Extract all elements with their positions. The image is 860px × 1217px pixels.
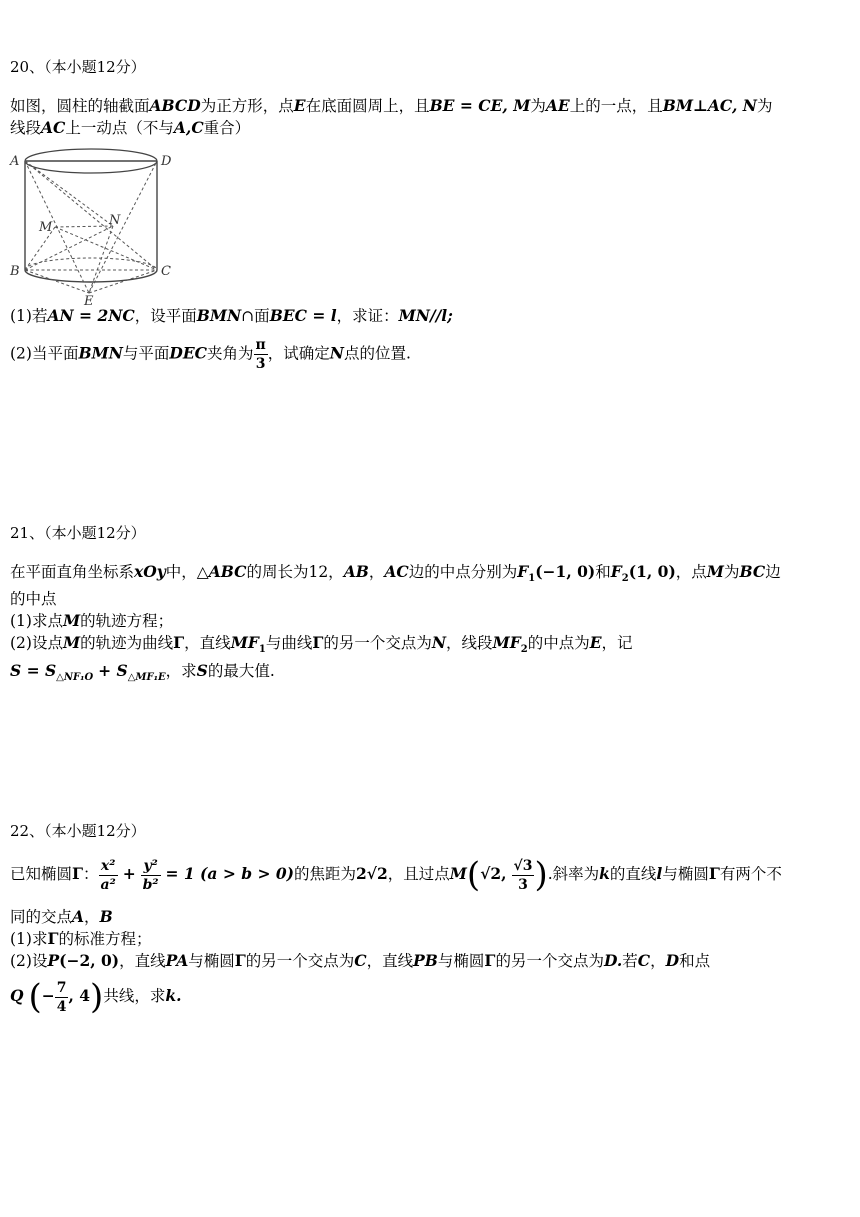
q22-text: ，: [650, 952, 666, 970]
q21-math: BC: [739, 562, 766, 581]
q22-text: 与椭圆: [662, 865, 709, 883]
label-a: A: [10, 154, 20, 169]
q21-math: M: [706, 562, 724, 581]
q21-math: MF: [230, 633, 259, 653]
q21-text: 的另一个交点为: [323, 634, 432, 653]
q22-text: 同的交点: [10, 908, 73, 926]
q22-last: Q (− $\frac{7}{4}$ , 4)共线，求k.: [10, 977, 182, 1017]
frac-den: b²: [142, 876, 159, 893]
q21-math-sub: △NF₁O: [56, 672, 94, 684]
bottom-front-arc: [25, 270, 157, 282]
q20-math: BM⊥AC, N: [662, 96, 757, 115]
fraction-x2-a2: [99, 859, 118, 892]
q22-text: 共线，求: [103, 987, 166, 1005]
q20-text: 线段: [10, 119, 42, 137]
q20-math: A,C: [173, 118, 204, 137]
q22-math: PB: [413, 951, 438, 970]
q20-text: 上一动点（不与: [65, 119, 174, 137]
q20-text: 如图，圆柱的轴截面: [10, 97, 150, 115]
q21-math: N: [431, 633, 447, 653]
q21-text: 的轨迹为曲线: [80, 634, 174, 653]
q22-math: +: [122, 864, 136, 883]
q21-math: S = S: [10, 661, 57, 681]
q20-math: ABCD: [149, 96, 201, 115]
q21-text: 和: [595, 563, 611, 581]
q20-part1: [10, 305, 850, 327]
frac-num: √3: [513, 857, 533, 874]
q20-math: E: [293, 96, 306, 115]
q22-math: 2√2: [355, 864, 388, 883]
q22-heading: 22、（本小题12分）: [10, 822, 146, 840]
q21-math: M: [62, 633, 81, 653]
frac-num: π: [255, 337, 266, 353]
frac-den: a²: [100, 876, 116, 893]
q22-text: ，直线: [119, 952, 166, 970]
q20-text: 上的一点，且: [569, 97, 663, 115]
cylinder-diagram: [6, 148, 182, 306]
q21-text: (1)求点: [10, 612, 63, 631]
q22-text: 与椭圆: [437, 952, 485, 970]
q21-text: 在平面直角坐标系: [10, 563, 135, 581]
q21-math: Γ: [312, 633, 324, 653]
frac-den: 4: [56, 998, 67, 1015]
q22-text: .斜率为: [547, 865, 600, 883]
q21-math: Γ: [173, 633, 185, 653]
q20-math: BEC = l: [269, 306, 337, 325]
q20-text: 为正方形，点: [200, 97, 294, 115]
q20-math: BMN: [78, 343, 123, 363]
q20-text: 为: [530, 97, 546, 115]
q21-math: E: [589, 633, 602, 653]
q22-text: 若: [622, 952, 638, 970]
frac-num: 7: [56, 979, 67, 996]
q21-text: 边的中点分别为: [408, 563, 518, 581]
q20-text: (2)当平面: [10, 344, 79, 363]
q20-text: 点的位置.: [343, 344, 411, 363]
q22-text: 和点: [679, 952, 711, 970]
q21-text: ，: [368, 563, 385, 581]
q21-text: 的周长为12，: [246, 563, 344, 581]
q22-math: Γ: [47, 929, 59, 948]
q20-text: ，试确定: [267, 344, 330, 363]
q20-text: ，设平面: [134, 307, 197, 325]
q21-math: (−1, 0): [535, 562, 596, 581]
q20-text: (1)若: [10, 307, 48, 325]
q22-text: ，直线: [366, 952, 414, 970]
q21-text: 的轨迹方程；: [80, 612, 174, 631]
q21-text: ，点: [675, 563, 707, 581]
q21-heading: 21、（本小题12分）: [10, 524, 146, 542]
diag-ac: [25, 161, 157, 270]
q22-text: 的直线: [609, 865, 657, 883]
q21-text: 的中点为: [527, 634, 590, 653]
q21-math: M: [62, 611, 81, 631]
q22-math: M: [449, 864, 467, 883]
q21-text: (2)设点: [10, 634, 63, 653]
q22-math: C: [354, 951, 367, 970]
q22-math: B: [99, 907, 113, 926]
q22-text: (1)求: [10, 930, 48, 948]
label-n: N: [109, 213, 121, 228]
q22-math: , 4: [68, 986, 91, 1005]
q20-text: 在底面圆周上，且: [305, 97, 430, 115]
label-m: M: [39, 220, 53, 235]
fraction-sqrt3-over-3: [512, 859, 535, 892]
q21-text: 中，△: [165, 563, 209, 581]
q21-text: 为: [723, 563, 740, 581]
q22-math: PA: [165, 951, 189, 970]
q22-math: D.: [603, 951, 623, 970]
q22-math: √2,: [480, 864, 507, 883]
q21-math: ABC: [208, 562, 247, 581]
q22-text: 的另一个交点为: [245, 952, 355, 970]
q22-math: l: [656, 864, 663, 883]
q22-text: 的焦距为: [293, 865, 356, 883]
q20-text: 与平面: [122, 344, 170, 363]
q21-text: ，线段: [446, 634, 493, 653]
q22-text: 的另一个交点为: [495, 952, 604, 970]
q22-math: D: [665, 951, 680, 970]
q21-text: ，求: [165, 662, 197, 681]
q20-math: BMN: [196, 306, 242, 325]
frac-num: y²: [141, 859, 161, 876]
edge-an: [25, 161, 113, 226]
q22-math: k.: [165, 986, 182, 1005]
q21-math: + S: [98, 661, 128, 681]
q21-stem: 在平面直角坐标系xOy中，△ABC的周长为12，AB，AC边的中点分别为$F_1(-1$, 0)和$F_2(1$, 0)，点M为BC边 的中点 (1)求点M的轨迹方程； (2)设点M的轨迹为曲线Γ，直线$MF_1$与曲线Γ的另一个交点为N，线段$MF_2$的中点为E，记 $S = S_{\triangle NF_1O} + S_{\triangle MF_1E}$，求S的最大值.: [10, 562, 781, 684]
q22-math: C: [637, 951, 651, 970]
q20-text: ，求证：: [336, 307, 399, 325]
q20-text: 重合）: [203, 119, 251, 137]
edge-mc: [55, 227, 157, 270]
frac-den: 3: [518, 876, 528, 893]
q21-math: (1, 0): [628, 562, 676, 581]
q20-part2: [10, 338, 850, 371]
q21-text: ，直线: [184, 634, 231, 653]
q22-math: = 1 (a > b > 0): [165, 864, 294, 883]
q20-math: AC: [41, 118, 66, 137]
q22-math: Q: [10, 986, 24, 1005]
fraction-y2-b2: [141, 859, 161, 892]
q22-rest: [10, 906, 850, 972]
q21-text: 与曲线: [265, 634, 313, 653]
q22-math: Γ: [484, 951, 496, 970]
q22-math: Γ: [234, 951, 246, 970]
q22-line1: 已知椭圆Γ： $\frac{\text{x²}}{\text{a²}}$ + $\frac{\text{y²}}{\text{b²}}$ = 1 (a > b > 0)的焦距为2√2，且过点M(√2, $\frac{√3}{3}$ ).斜率为k的直线l与椭圆Γ有两个不: [10, 855, 782, 895]
q20-math: MN//l;: [398, 306, 453, 325]
q22-text: ，且过点: [387, 865, 450, 883]
q21-math: AC: [384, 562, 409, 581]
q20-math: N: [329, 343, 344, 363]
q20-stem: [10, 95, 850, 139]
q20-heading: 20、（本小题12分）: [10, 58, 146, 76]
q21-math: S: [196, 661, 208, 681]
edge-mn: [55, 226, 113, 227]
q21-math: AB: [343, 562, 369, 581]
q22-math: k: [599, 864, 610, 883]
q22-text: 的标准方程；: [58, 930, 152, 948]
fraction-7-over-4: [55, 981, 69, 1014]
label-c: C: [161, 264, 171, 279]
q20-text: 为: [756, 97, 773, 115]
q22-math: A: [72, 907, 85, 926]
frac-den: 3: [255, 356, 266, 372]
q21-math: xOy: [134, 562, 166, 581]
q21-text: 边: [765, 563, 781, 581]
q20-math: BE = CE, M: [429, 96, 531, 115]
q21-math: F: [517, 562, 529, 581]
q21-math: MF: [492, 633, 521, 653]
frac-num: x²: [99, 859, 118, 876]
label-b: B: [10, 264, 20, 279]
q22-text: 与椭圆: [188, 952, 235, 970]
q22-math: Γ: [72, 864, 84, 883]
fraction-pi-over-3: [254, 338, 268, 371]
q22-math: (−2, 0): [59, 951, 120, 970]
q20-math: AE: [545, 96, 570, 115]
q22-text: 已知椭圆: [10, 865, 73, 883]
q22-text: ：: [83, 865, 99, 883]
q22-text: (2)设: [10, 952, 48, 970]
q22-text: ，: [84, 908, 100, 926]
edge-ne: [89, 226, 113, 293]
label-d: D: [161, 154, 172, 169]
q20-math: AN = 2NC: [47, 306, 135, 325]
q20-text: ∩面: [241, 307, 270, 325]
q20-math: DEC: [169, 343, 208, 363]
q21-text: 的最大值.: [207, 662, 275, 681]
q22-math: P: [47, 951, 60, 970]
label-e: E: [84, 294, 94, 306]
q21-math: F: [610, 562, 622, 581]
q21-text: ，记: [601, 634, 633, 653]
q21-text: 的中点: [10, 590, 57, 609]
q21-math-sub: △MF₁E: [127, 672, 166, 684]
q22-math: Γ: [708, 864, 720, 883]
q22-math: −: [41, 986, 55, 1005]
q22-text: 有两个不: [719, 865, 782, 883]
q20-text: 夹角为: [207, 344, 254, 363]
